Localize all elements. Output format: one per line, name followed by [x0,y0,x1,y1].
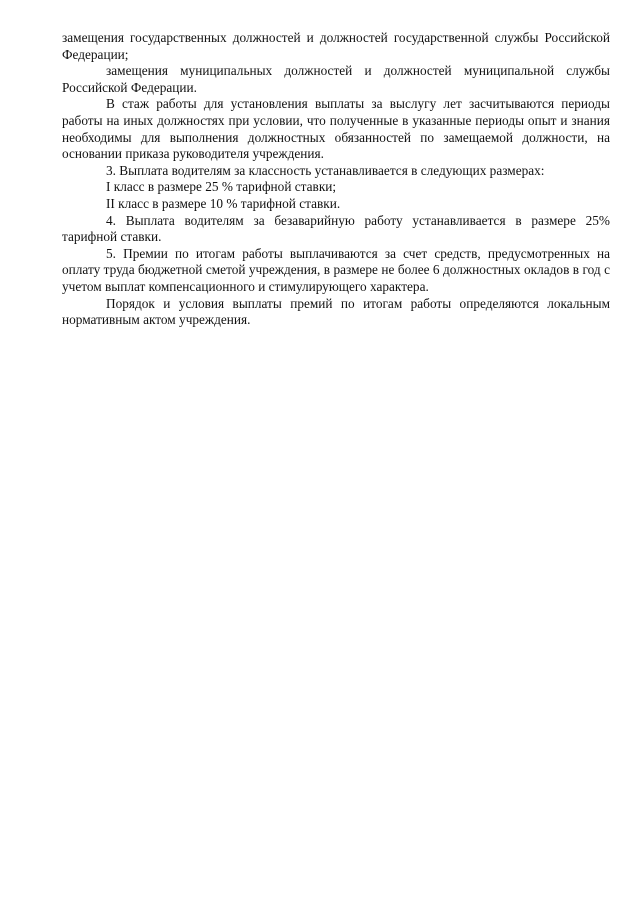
paragraph-bonus-procedure: Порядок и условия выплаты премий по итогам работы определяются локальным нормативным актом учреждения. [62,295,610,328]
document-page [62,30,610,329]
paragraph-driver-class-payment: 3. Выплата водителям за классность устанавливается в следующих размерах: [106,162,545,178]
paragraph-state-positions: замещения государственных должностей и должностей государственной службы Российской Федерации; [62,30,610,62]
paragraph-service-length: В стаж работы для установления выплаты за выслугу лет засчитываются периоды работы на иных должностях при условии, что полученные в указанные периоды опыт и знания необходимы для выполнения должностных обязанностей по замещаемой должности, на основании приказа руководителя учреждения. [62,96,610,162]
paragraph-municipal-positions: замещения муниципальных должностей и должностей муниципальной службы Российской Федерации. [62,63,610,95]
paragraph-class-two: II класс в размере 10 % тарифной ставки. [106,195,341,211]
paragraph-bonuses: 5. Премии по итогам работы выплачиваются за счет средств, предусмотренных на оплату труда бюджетной сметой учреждения, в размере не более 6 должностных окладов в год с учетом выплат компенсационного и стимулирующего характера. [62,245,610,294]
paragraph-accident-free-payment: 4. Выплата водителям за безаварийную работу устанавливается в размере 25% тарифной ставки. [62,212,610,245]
paragraph-class-one: I класс в размере 25 % тарифной ставки; [106,179,337,195]
